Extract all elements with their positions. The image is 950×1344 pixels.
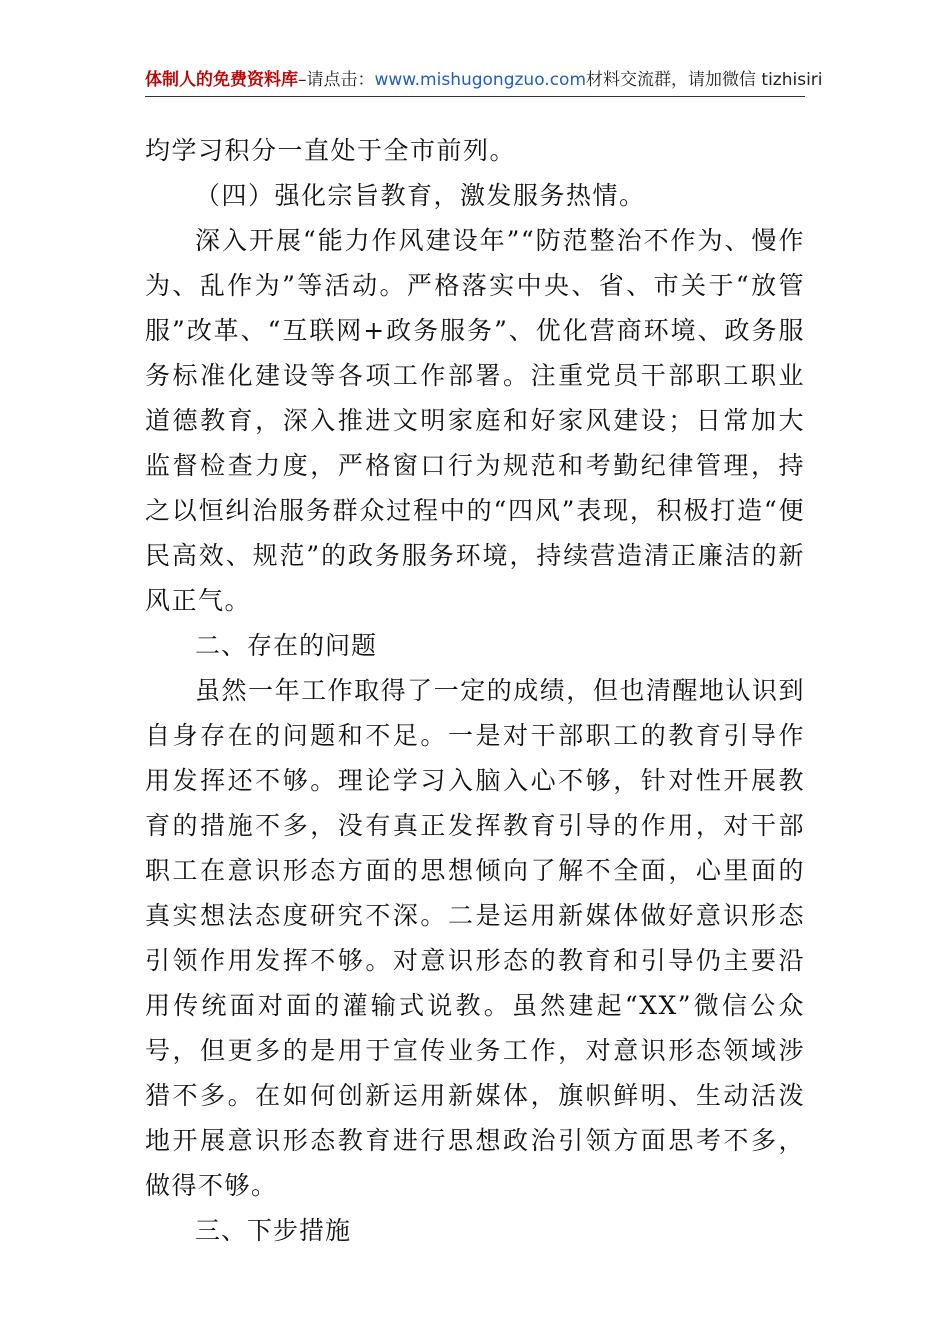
section-4-heading: （四）强化宗旨教育，激发服务热情。 <box>195 181 646 210</box>
section-4-paragraph: 深入开展“能力作风建设年”“防范整治不作为、慢作为、乱作为”等活动。严格落实中央、省、市关于“放管服”改革、“互联网+政务服务”、优化营商环境、政务服务标准化建设等各项工作部署。注重党员干部职工职业道德教育，深入推进文明家庭和好家风建设；日常加大监督检查力度，严格窗口行为规范和考勤纪律管理，持之以恒纠治服务群众过程中的“四风”表现，积极打造“便民高效、规范”的政务服务环境，持续营造清正廉洁的新风正气。 <box>145 226 805 615</box>
header-prompt: –请点击： <box>298 70 375 90</box>
document-body <box>145 128 805 1253</box>
header-url-link[interactable]: www.mishugongzuo.com <box>374 70 587 90</box>
header-brand: 体制人的免费资料库 <box>145 70 298 90</box>
part-2-paragraph: 虽然一年工作取得了一定的成绩，但也清醒地认识到自身存在的问题和不足。一是对干部职工的教育引导作用发挥还不够。理论学习入脑入心不够，针对性开展教育的措施不多，没有真正发挥教育引导的作用，对干部职工在意识形态方面的思想倾向了解不全面，心里面的真实想法态度研究不深。二是运用新媒体做好意识形态引领作用发挥不够。对意识形态的教育和引导仍主要沿用传统面对面的灌输式说教。虽然建起“XX”微信公众号，但更多的是用于宣传业务工作，对意识形态领域涉猎不多。在如何创新运用新媒体，旗帜鲜明、生动活泼地开展意识形态教育进行思想政治引领方面思考不多，做得不够。 <box>145 676 805 1200</box>
header-contact-note: 材料交流群，请加微信 tizhisiri <box>586 70 823 90</box>
part-3-heading: 三、下步措施 <box>195 1216 352 1245</box>
continuation-paragraph: 均学习积分一直处于全市前列。 <box>145 136 517 165</box>
page-header <box>145 66 823 97</box>
part-2-heading: 二、存在的问题 <box>195 631 378 660</box>
